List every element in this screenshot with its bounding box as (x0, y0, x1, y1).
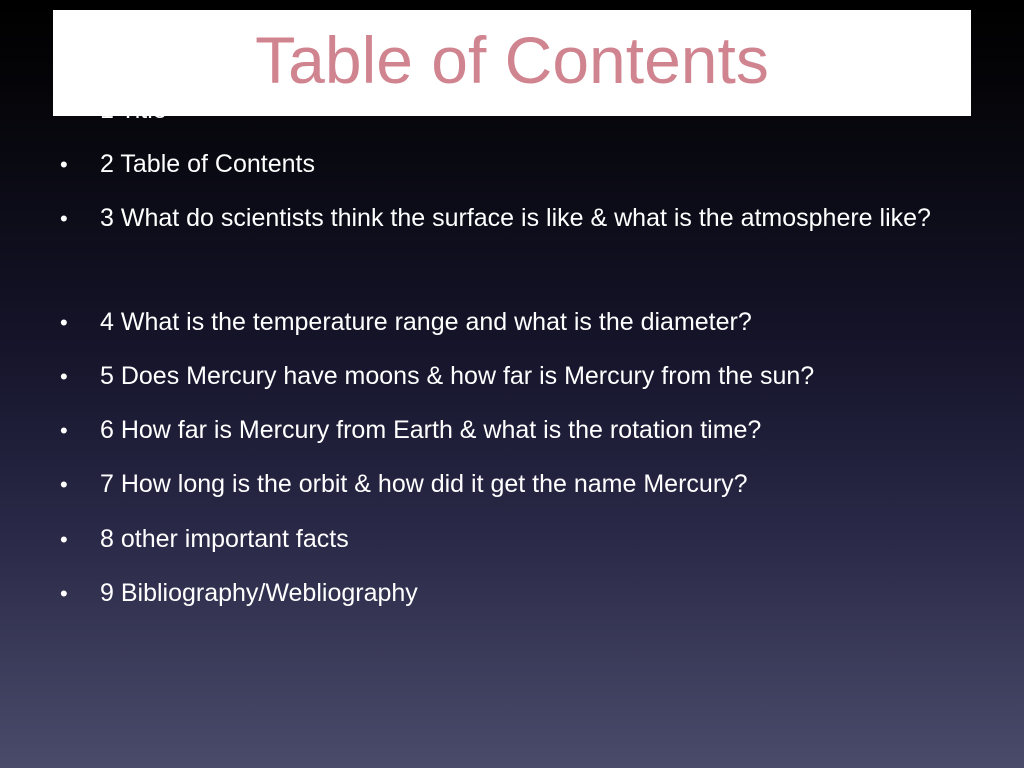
list-item: • 7 How long is the orbit & how did it get the name Mercury? (100, 460, 940, 509)
list-item: • 6 How far is Mercury from Earth & what is the rotation time? (100, 406, 940, 455)
page-title: Table of Contents (255, 23, 769, 97)
list-item: • 3 What do scientists think the surface is like & what is the atmosphere like? (100, 194, 940, 243)
list-item: • 4 What is the temperature range and what is the diameter? (100, 298, 940, 347)
list-item: • 8 other important facts (100, 515, 940, 564)
title-banner (53, 10, 971, 116)
list-item: • 2 Table of Contents (100, 140, 940, 189)
list-item: • 5 Does Mercury have moons & how far is Mercury from the sun? (100, 352, 940, 401)
list-item: • 9 Bibliography/Webliography (100, 569, 940, 618)
